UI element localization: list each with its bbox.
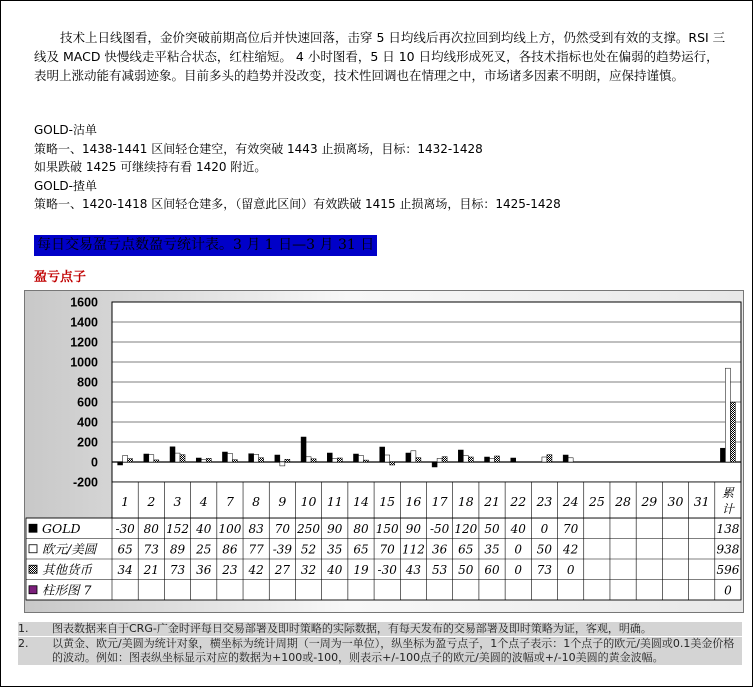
bar xyxy=(180,455,185,462)
legend-label: 其他货币 xyxy=(42,561,93,577)
data-label: 52 xyxy=(300,542,317,557)
x-tick-label: 18 xyxy=(457,494,474,509)
bar xyxy=(730,402,735,462)
bar xyxy=(353,454,358,462)
data-label: 73 xyxy=(536,562,553,577)
bar xyxy=(196,458,201,462)
data-label: 80 xyxy=(353,521,369,536)
bar xyxy=(123,456,128,463)
bar xyxy=(563,455,568,462)
data-label: 40 xyxy=(196,521,212,536)
data-label: 21 xyxy=(143,562,159,577)
bar xyxy=(285,459,290,462)
data-label: 80 xyxy=(143,521,159,536)
data-label: 23 xyxy=(222,562,238,577)
notes xyxy=(18,622,742,666)
data-label: -30 xyxy=(377,562,397,577)
x-tick-label: 29 xyxy=(641,494,658,509)
analysis-text: 技术上日线图看，金价突破前期高位后并快速回落，击穿 5 日均线后再次拉回到均线上方，仍然受到有效的支撑。RSI 三线及 MACD 快慢线走平粘合状态，红柱缩短。 4 小时图看，5 日 10 日均线形成死叉，各技术指标也处在偏弱的趋势运行，表明上涨动能有减弱迹象。目前多头的趋势并没改变，技术性回调也在情理之中，市场诸多因素不明朗，应保持谨慎。 xyxy=(34,30,726,83)
data-label: 65 xyxy=(353,542,369,557)
data-label: 50 xyxy=(484,521,500,536)
bar xyxy=(416,458,421,462)
bar xyxy=(254,454,259,462)
data-label: 35 xyxy=(484,542,500,557)
strategy-line: GOLD-沽单 xyxy=(34,123,98,137)
strategy-line: 策略一、1420-1418 区间轻仓建多，（留意此区间）有效跌破 1415 止损离场，目标：1425-1428 xyxy=(34,197,561,212)
data-label: 50 xyxy=(536,542,553,557)
data-label: 596 xyxy=(716,562,740,577)
bar xyxy=(301,437,306,462)
bar xyxy=(227,453,232,462)
bar xyxy=(358,456,363,463)
legend-label: GOLD xyxy=(42,520,81,536)
bar xyxy=(725,368,730,462)
bar xyxy=(490,459,495,463)
y-tick-label: 200 xyxy=(77,435,98,450)
x-tick-label: 23 xyxy=(536,494,553,509)
data-label: 60 xyxy=(484,562,500,577)
bar xyxy=(720,448,725,462)
x-tick-label: 25 xyxy=(588,494,605,509)
bar xyxy=(495,456,500,462)
x-tick-label: 1 xyxy=(121,494,130,509)
x-tick-label: 28 xyxy=(615,494,632,509)
bar xyxy=(380,447,385,462)
data-label: 36 xyxy=(431,542,448,557)
data-label: 19 xyxy=(353,562,369,577)
data-label: 150 xyxy=(375,521,399,536)
data-label: 32 xyxy=(300,562,317,577)
bar xyxy=(222,452,227,462)
x-tick-label: 9 xyxy=(278,494,287,509)
bar xyxy=(363,460,368,462)
bar xyxy=(170,447,175,462)
bar xyxy=(337,458,342,462)
bar xyxy=(463,456,468,463)
bar xyxy=(232,460,237,462)
x-tick-label: 15 xyxy=(379,494,396,509)
data-label: 938 xyxy=(716,542,740,557)
data-label: 65 xyxy=(117,542,133,557)
legend-swatch xyxy=(29,565,37,573)
bar xyxy=(128,459,133,462)
data-label: 120 xyxy=(454,521,478,536)
bar xyxy=(542,457,547,462)
x-tick-label: 3 xyxy=(173,494,182,509)
data-label: 50 xyxy=(458,562,474,577)
data-label: 73 xyxy=(143,542,159,557)
bar xyxy=(259,458,264,462)
legend-label: 欧元/美圆 xyxy=(42,541,97,557)
data-label: -39 xyxy=(272,542,293,557)
data-label: 100 xyxy=(218,521,242,536)
data-label: 83 xyxy=(248,521,264,536)
data-label: 27 xyxy=(274,562,290,577)
bar xyxy=(275,455,280,462)
bar xyxy=(327,453,332,462)
data-label: 0 xyxy=(566,562,575,577)
bar xyxy=(206,458,211,462)
strategy-line: 如果跌破 1425 可继续持有看 1420 附近。 xyxy=(34,160,267,175)
data-label: 70 xyxy=(379,542,395,557)
bar xyxy=(442,457,447,462)
data-label: 42 xyxy=(248,562,264,577)
strategy-line: GOLD-揸单 xyxy=(34,178,98,193)
bar xyxy=(485,457,490,462)
data-label: 36 xyxy=(196,562,212,577)
bar xyxy=(118,462,123,465)
data-label: 34 xyxy=(117,562,133,577)
note-number: 2. xyxy=(18,637,29,650)
bar xyxy=(201,460,206,463)
note-item xyxy=(18,622,742,636)
bar xyxy=(468,457,473,462)
bar xyxy=(385,455,390,462)
x-tick-label: 14 xyxy=(353,494,369,509)
bar xyxy=(511,458,516,462)
y-tick-label: 1000 xyxy=(70,355,98,370)
chart-subtitle: 盈亏点子 xyxy=(34,270,87,285)
data-label: 86 xyxy=(222,542,238,557)
x-tick-label: 10 xyxy=(300,494,317,509)
x-tick-label: 22 xyxy=(510,494,527,509)
bar xyxy=(311,459,316,462)
bar xyxy=(249,454,254,462)
data-label: 35 xyxy=(327,542,343,557)
y-tick-label: 400 xyxy=(77,415,98,430)
data-label: -30 xyxy=(115,521,135,536)
y-tick-label: 1200 xyxy=(70,335,98,350)
bar xyxy=(406,453,411,462)
bar xyxy=(332,459,337,463)
data-label: 89 xyxy=(169,542,186,557)
pnl-chart xyxy=(24,290,744,613)
bar xyxy=(280,462,285,466)
x-tick-label: 17 xyxy=(431,494,448,509)
plot-area xyxy=(112,302,741,482)
legend-swatch xyxy=(29,586,37,594)
bar xyxy=(411,451,416,462)
legend-swatch xyxy=(29,524,37,532)
strategy-line: 策略一、1438-1441 区间轻仓建空，有效突破 1443 止损离场，目标：1432-1428 xyxy=(34,141,483,156)
data-label: 77 xyxy=(248,542,264,557)
bar xyxy=(458,450,463,462)
stats-banner: 每日交易盈亏点数盈亏统计表。3 月 1 日—3 月 31 日 xyxy=(34,235,377,256)
data-label: 40 xyxy=(327,562,343,577)
data-label: 250 xyxy=(297,521,321,536)
data-label: 40 xyxy=(510,521,526,536)
x-tick-label: 2 xyxy=(147,494,156,509)
data-label: 138 xyxy=(716,521,740,536)
bar xyxy=(149,455,154,462)
data-label: 0 xyxy=(540,521,549,536)
x-tick-label: 计 xyxy=(721,502,734,516)
legend-label: 柱形图 7 xyxy=(42,582,92,598)
x-tick-label: 16 xyxy=(405,494,422,509)
note-number: 1. xyxy=(18,622,29,635)
x-tick-label: 30 xyxy=(667,494,684,509)
data-label: 73 xyxy=(169,562,186,577)
x-tick-label: 11 xyxy=(326,494,343,509)
legend-swatch xyxy=(29,545,37,553)
analysis-paragraph xyxy=(34,28,726,85)
data-label: 90 xyxy=(405,521,422,536)
y-tick-label: 1600 xyxy=(70,295,98,310)
data-label: 152 xyxy=(166,521,189,536)
data-label: 112 xyxy=(401,542,425,557)
bar xyxy=(432,462,437,467)
data-label: 0 xyxy=(724,583,732,598)
note-text: 以黄金、欧元/美圆为统计对象，横坐标为统计周期（一周为一单位），纵坐标为盈亏点子，1个点子表示：1个点子的欧元/美圆或0.1美金价格的波动。例如：图表纵坐标显示对应的数据为+100或-100，则表示+/-100点子的欧元/美圆的波幅或+/-10美圆的黄金波幅。 xyxy=(52,637,735,664)
x-tick-label: 24 xyxy=(562,494,579,509)
note-item xyxy=(18,637,742,665)
bar xyxy=(437,458,442,462)
data-label: 70 xyxy=(563,521,579,536)
bar xyxy=(390,462,395,465)
bar xyxy=(547,455,552,462)
data-label: -50 xyxy=(429,521,450,536)
bar xyxy=(154,460,159,462)
x-tick-label: 21 xyxy=(484,494,500,509)
y-tick-label: 800 xyxy=(77,375,98,390)
data-label: 90 xyxy=(327,521,343,536)
data-label: 65 xyxy=(458,542,474,557)
y-tick-label: 0 xyxy=(91,455,98,470)
y-tick-label: 600 xyxy=(77,395,98,410)
data-label: 25 xyxy=(196,542,212,557)
y-tick-label: 1400 xyxy=(70,315,98,330)
y-tick-label: -200 xyxy=(72,475,98,490)
strategy-block xyxy=(34,121,734,214)
x-tick-label: 累 xyxy=(721,486,734,500)
x-tick-label: 8 xyxy=(252,494,261,509)
bar xyxy=(306,457,311,462)
data-label: 42 xyxy=(563,542,579,557)
x-tick-label: 31 xyxy=(693,494,710,509)
data-label: 53 xyxy=(431,562,448,577)
note-text: 图表数据来自于CRG-广金时评每日交易部署及即时策略的实际数据，有每天发布的交易部署及即时策略为证，客观，明确。 xyxy=(52,622,652,635)
data-label: 43 xyxy=(405,562,422,577)
data-label: 0 xyxy=(514,542,523,557)
bar xyxy=(144,454,149,462)
bar xyxy=(175,453,180,462)
data-label: 70 xyxy=(274,521,290,536)
x-tick-label: 4 xyxy=(199,494,208,509)
data-label: 0 xyxy=(514,562,523,577)
x-tick-label: 7 xyxy=(225,494,234,509)
bar xyxy=(568,458,573,462)
